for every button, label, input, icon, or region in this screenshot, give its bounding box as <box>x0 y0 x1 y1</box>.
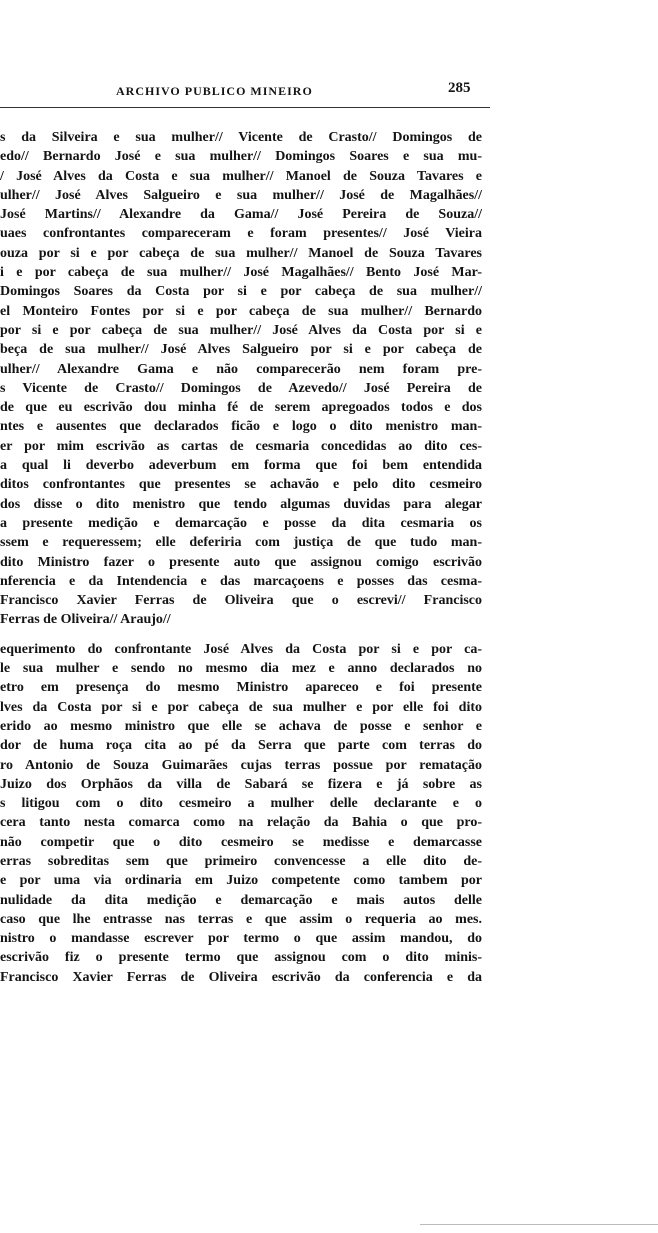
paragraph-1 <box>0 128 482 630</box>
text-line: i e por cabeça de sua mulher// José Magalhães// Bento José Mar- <box>0 265 482 281</box>
page-header <box>0 78 490 108</box>
text-line: erras sobreditas sem que primeiro convencesse a elle dito de- <box>0 853 482 869</box>
text-line: uaes confrontantes compareceram e foram presentes// José Vieira <box>0 226 482 242</box>
text-line: nulidade da dita medição e demarcação e mais autos delle <box>0 892 482 908</box>
text-line: Francisco Xavier Ferras de Oliveira que o escrevi// Francisco <box>0 593 482 609</box>
running-head: ARCHIVO PUBLICO MINEIRO <box>116 84 313 98</box>
text-line: nferencia e da Intendencia e das marcaçoens e posses das cesma- <box>0 573 482 589</box>
text-line: le sua mulher e sendo no mesmo dia mez e anno declarados no <box>0 661 482 677</box>
text-line: escrivão fiz o presente termo que assignou com o dito minis- <box>0 950 482 966</box>
text-line: equerimento do confrontante José Alves da Costa por si e por ca- <box>0 641 482 657</box>
text-line: ditos confrontantes que presentes se achavão e pelo dito cesmeiro <box>0 477 482 493</box>
text-line: beça de sua mulher// José Alves Salgueiro por si e por cabeça de <box>0 342 482 358</box>
body-text <box>0 128 482 987</box>
text-line: lves da Costa por si e por cabeça de sua mulher e por elle foi dito <box>0 699 482 715</box>
text-line: dito Ministro fazer o presente auto que assignou comigo escrivão <box>0 554 482 570</box>
text-line: ntes e ausentes que declarados ficão e logo o dito menistro man- <box>0 419 482 435</box>
text-line: por si e por cabeça de sua mulher// José Alves da Costa por si e <box>0 322 482 338</box>
text-line: ssem e requeressem; elle deferiria com justiça de que tudo man- <box>0 535 482 551</box>
text-line: dos disse o dito menistro que tendo algumas duvidas para alegar <box>0 496 482 512</box>
text-line: ulher// Alexandre Gama e não comparecerão nem foram pre- <box>0 361 482 377</box>
text-line: Domingos Soares da Costa por si e por cabeça de sua mulher// <box>0 284 482 300</box>
text-line: erido ao mesmo ministro que elle se achava de posse e senhor e <box>0 718 482 734</box>
text-line: Francisco Xavier Ferras de Oliveira escrivão da conferencia e da <box>0 969 482 985</box>
text-line: s litigou com o dito cesmeiro a mulher delle declarante e o <box>0 796 482 812</box>
text-line: ouza por si e por cabeça de sua mulher// Manoel de Souza Tavares <box>0 245 482 261</box>
text-line: José Martins// Alexandre da Gama// José Pereira de Souza// <box>0 207 482 223</box>
text-line: / José Alves da Costa e sua mulher// Manoel de Souza Tavares e <box>0 168 482 184</box>
text-line: a presente medição e demarcação e posse da dita cesmaria os <box>0 515 482 531</box>
text-line: cera tanto nesta comarca como na relação da Bahia o que pro- <box>0 815 482 831</box>
paragraph-2 <box>0 640 482 987</box>
text-line: s da Silveira e sua mulher// Vicente de Crasto// Domingos de <box>0 130 482 145</box>
text-line: edo// Bernardo José e sua mulher// Domingos Soares e sua mu- <box>0 149 482 165</box>
text-line: não competir que o dito cesmeiro se medisse e demarcasse <box>0 834 482 850</box>
text-line: Juizo dos Orphãos da villa de Sabará se fizera e já sobre as <box>0 776 482 792</box>
text-line: ro Antonio de Souza Guimarães cujas terras possue por rematação <box>0 757 482 773</box>
text-line: ulher// José Alves Salgueiro e sua mulher// José de Magalhães// <box>0 187 482 203</box>
text-line: dor de huma roça cita ao pé da Serra que parte com terras do <box>0 738 482 754</box>
text-line: de que eu escrivão dou minha fé de serem apregoados todos e dos <box>0 400 482 416</box>
footer-rule <box>420 1224 658 1225</box>
text-line: er por mim escrivão as cartas de cesmaria concedidas ao dito ces- <box>0 438 482 454</box>
text-line: etro em presença do mesmo Ministro apareceo e foi presente <box>0 680 482 696</box>
page-number: 285 <box>448 80 471 96</box>
text-line: nistro o mandasse escrever por termo o que assim mandou, do <box>0 931 482 947</box>
text-line: el Monteiro Fontes por si e por cabeça de sua mulher// Bernardo <box>0 303 482 319</box>
text-line: a qual li deverbo adeverbum em forma que foi bem entendida <box>0 458 482 474</box>
text-line: e por uma via ordinaria em Juizo competente como tambem por <box>0 873 482 889</box>
text-line: s Vicente de Crasto// Domingos de Azevedo// José Pereira de <box>0 380 482 396</box>
text-line: caso que lhe entrasse nas terras e que assim o requeria ao mes. <box>0 911 482 927</box>
text-line: Ferras de Oliveira// Araujo// <box>0 612 171 628</box>
